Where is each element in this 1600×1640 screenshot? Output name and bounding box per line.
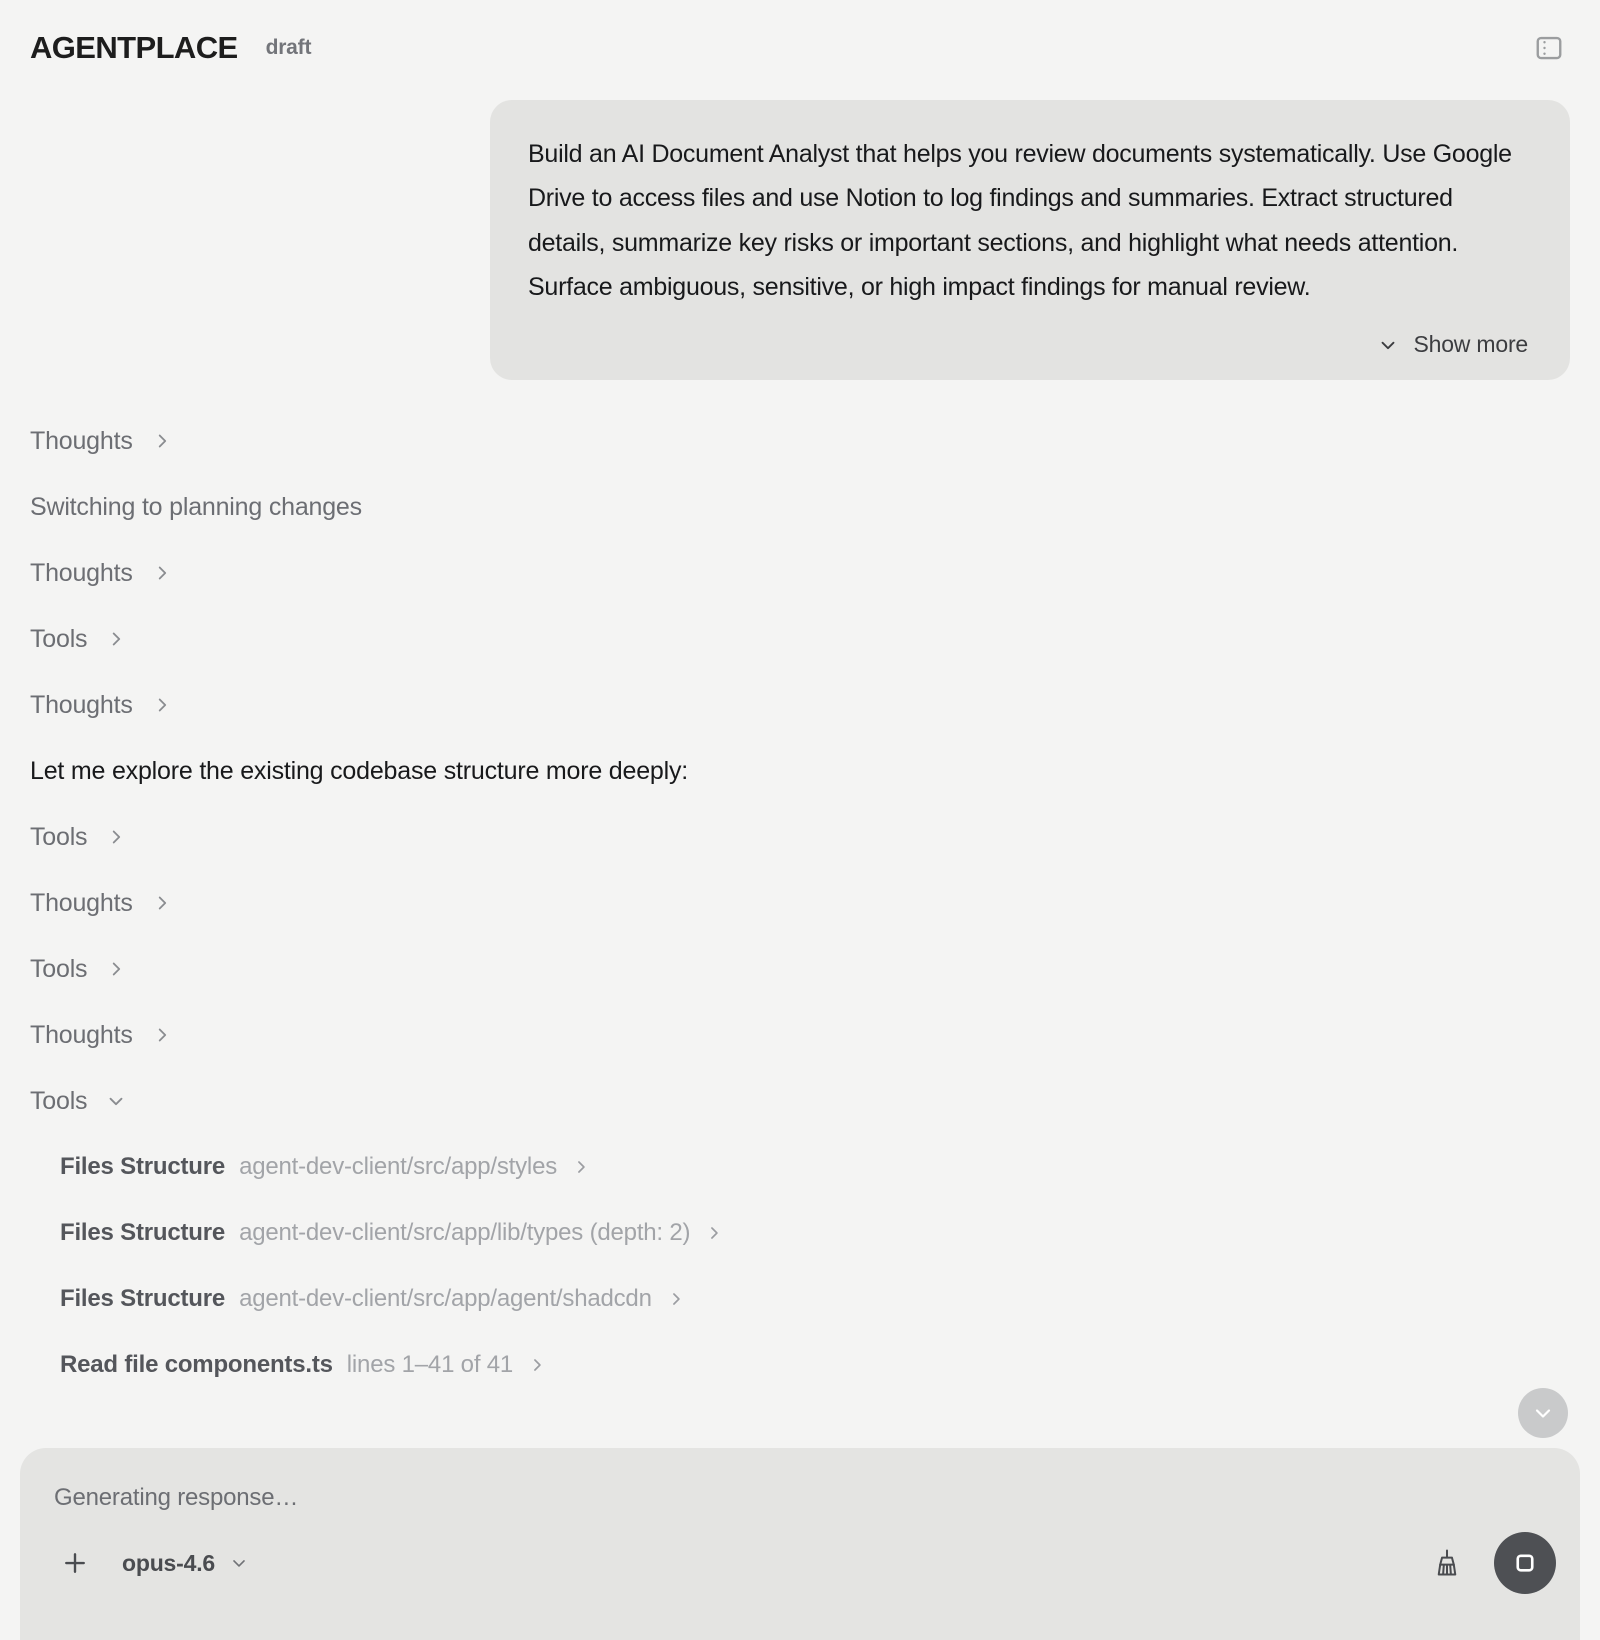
- trace-step-thoughts-4[interactable]: [30, 882, 173, 924]
- tool-call-name: Files Structure: [60, 1153, 226, 1180]
- trace-step-label: Thoughts: [30, 888, 133, 917]
- trace-step-thoughts-2[interactable]: [30, 552, 173, 594]
- message-composer: [20, 1448, 1580, 1640]
- show-more-row: [528, 331, 1532, 358]
- scroll-to-bottom-button[interactable]: [1518, 1388, 1568, 1438]
- composer-left-controls: [54, 1542, 249, 1584]
- chevron-right-icon: [151, 694, 173, 716]
- user-message-row: [0, 96, 1600, 380]
- tool-call-list: [30, 1146, 1570, 1386]
- chevron-right-icon: [151, 430, 173, 452]
- app-header: [0, 0, 1600, 96]
- trace-step-label: Tools: [30, 822, 88, 851]
- trace-step-tools-2[interactable]: [30, 816, 127, 858]
- user-message-text: Build an AI Document Analyst that helps you review documents systematically. Use Google Drive to access files and use Notion to log findings and summaries. Extract structured details, summarize key risks or important sections, and highlight what needs attention. Surface ambiguous, sensitive, or high impact findings for manual review.: [528, 140, 1512, 301]
- tool-call-arg: lines 1–41 of 41: [346, 1351, 514, 1378]
- tool-call-name: Read file components.ts: [60, 1351, 333, 1378]
- trace-text-switching: Switching to planning changes: [30, 492, 362, 521]
- composer-toolbar: [54, 1532, 1556, 1594]
- chevron-right-icon: [105, 826, 127, 848]
- agent-trace: [0, 380, 1600, 1386]
- stop-square-icon: [1510, 1548, 1540, 1578]
- trace-step-thoughts-5[interactable]: [30, 1014, 173, 1056]
- tool-call-item[interactable]: [60, 1212, 724, 1254]
- broom-icon: [1431, 1547, 1463, 1579]
- tool-call-arg: agent-dev-client/src/app/agent/shadcdn: [239, 1285, 652, 1312]
- chevron-right-icon: [105, 958, 127, 980]
- panel-layout-icon[interactable]: [1532, 31, 1566, 65]
- chevron-right-icon: [105, 628, 127, 650]
- chevron-right-icon: [666, 1289, 686, 1309]
- app-brand: AGENTPLACE: [30, 30, 238, 65]
- tool-call-item[interactable]: [60, 1278, 686, 1320]
- conversation-scroll-area[interactable]: [0, 96, 1600, 1456]
- trace-step-thoughts-1[interactable]: [30, 420, 173, 462]
- chevron-right-icon: [527, 1355, 547, 1375]
- trace-step-tools-expanded[interactable]: [30, 1080, 127, 1122]
- trace-step-thoughts-3[interactable]: [30, 684, 173, 726]
- chevron-right-icon: [704, 1223, 724, 1243]
- chevron-down-icon: [105, 1090, 127, 1112]
- tool-call-item[interactable]: [60, 1344, 547, 1386]
- chevron-down-icon: [1377, 334, 1399, 356]
- chevron-right-icon: [151, 1024, 173, 1046]
- model-name-label: opus-4.6: [122, 1549, 215, 1576]
- trace-step-label: Tools: [30, 624, 88, 653]
- trace-step-label: Thoughts: [30, 1020, 133, 1049]
- tool-call-name: Files Structure: [60, 1285, 226, 1312]
- chevron-right-icon: [571, 1157, 591, 1177]
- user-message-bubble: [490, 100, 1570, 380]
- chevron-right-icon: [151, 892, 173, 914]
- trace-step-tools-1[interactable]: [30, 618, 127, 660]
- draft-status-label: draft: [265, 36, 312, 59]
- composer-right-controls: [1426, 1532, 1556, 1594]
- tool-call-arg: agent-dev-client/src/app/lib/types (depth: 2): [239, 1219, 691, 1246]
- trace-step-tools-3[interactable]: [30, 948, 127, 990]
- trace-step-label: Thoughts: [30, 558, 133, 587]
- chevron-down-icon: [1531, 1401, 1555, 1425]
- trace-step-label: Thoughts: [30, 690, 133, 719]
- generating-status-text: Generating response…: [54, 1484, 299, 1511]
- stop-generation-button[interactable]: [1494, 1532, 1556, 1594]
- trace-text-explore: Let me explore the existing codebase structure more deeply:: [30, 756, 689, 785]
- chevron-right-icon: [151, 562, 173, 584]
- trace-step-label: Tools: [30, 1086, 88, 1115]
- clear-conversation-button[interactable]: [1426, 1542, 1468, 1584]
- show-more-button[interactable]: [1377, 331, 1528, 358]
- model-selector[interactable]: [122, 1550, 249, 1577]
- tool-call-item[interactable]: [60, 1146, 591, 1188]
- chevron-down-icon: [229, 1553, 249, 1573]
- tool-call-name: Files Structure: [60, 1219, 226, 1246]
- add-attachment-button[interactable]: [54, 1542, 96, 1584]
- plus-icon: [60, 1548, 90, 1578]
- tool-call-arg: agent-dev-client/src/app/styles: [239, 1153, 558, 1180]
- show-more-label: Show more: [1413, 331, 1528, 357]
- trace-step-label: Thoughts: [30, 426, 133, 455]
- trace-step-label: Tools: [30, 954, 88, 983]
